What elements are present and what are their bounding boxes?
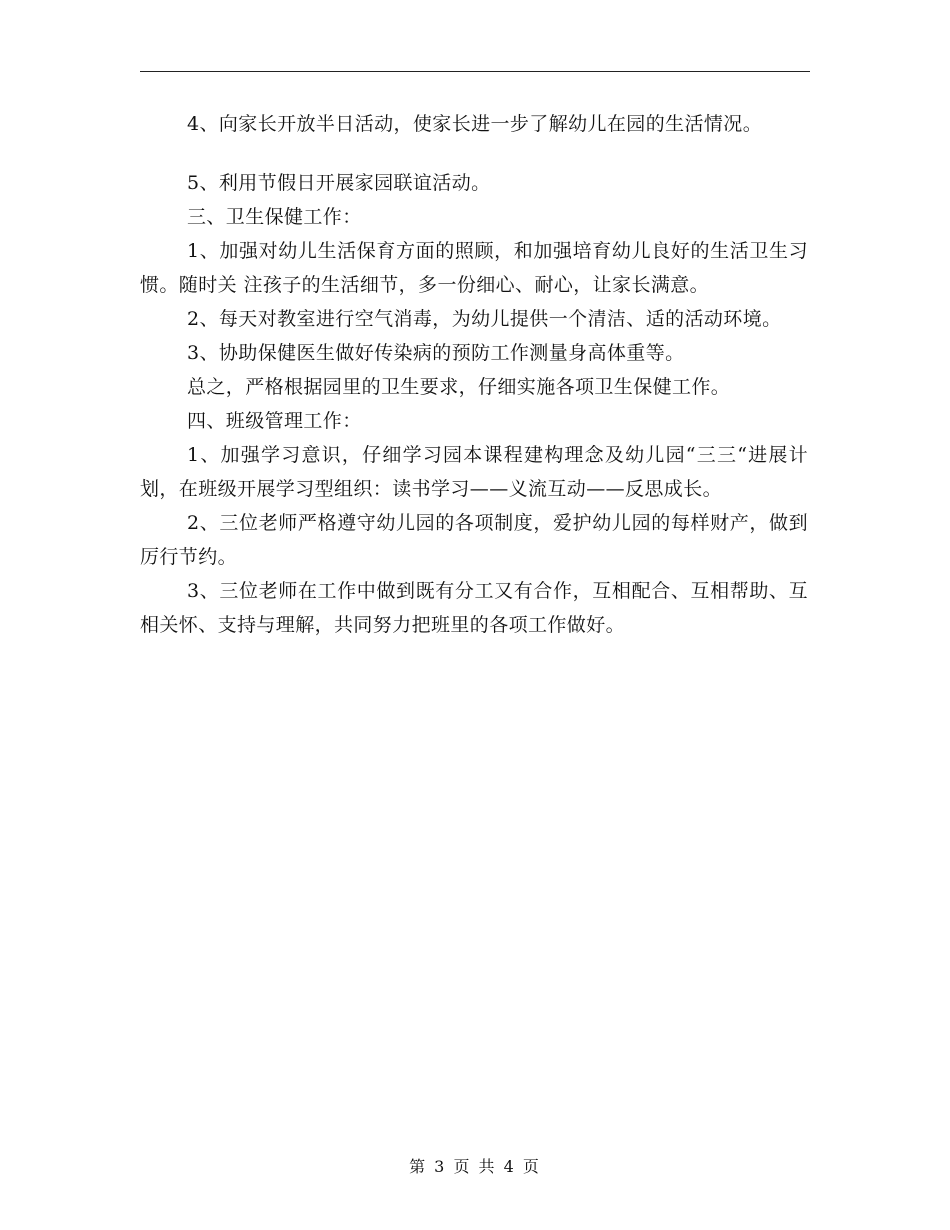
paragraph-health-summary: 总之，严格根据园里的卫生要求，仔细实施各项卫生保健工作。	[187, 376, 731, 398]
header-rule	[140, 71, 810, 72]
page-number-footer: 第 3 页 共 4 页	[409, 1157, 541, 1176]
paragraph-management-3: 3、三位老师在工作中做到既有分工又有合作，互相配合、互相帮助、互相关怀、支持与理解，共同努力把班里的各项工作做好。	[140, 580, 808, 636]
paragraph-management-1: 1、加强学习意识，仔细学习园本课程建构理念及幼儿园“三三“进展计划，在班级开展学习型组织：读书学习——义流互动——反思成长。	[140, 444, 808, 500]
paragraph-health-2: 2、每天对教室进行空气消毒，为幼儿提供一个清洁、适的活动环境。	[187, 308, 782, 330]
paragraph-health-3: 3、协助保健医生做好传染病的预防工作测量身高体重等。	[187, 342, 685, 364]
paragraph-management-2: 2、三位老师严格遵守幼儿园的各项制度，爱护幼儿园的每样财产，做到厉行节约。	[140, 512, 808, 568]
section-heading-health: 三、卫生保健工作：	[187, 206, 362, 228]
document-body	[140, 107, 808, 642]
section-heading-class-management: 四、班级管理工作：	[187, 410, 362, 432]
paragraph-health-1: 1、加强对幼儿生活保育方面的照顾，和加强培育幼儿良好的生活卫生习惯。随时关 注孩子的生活细节，多一份细心、耐心，让家长满意。	[140, 240, 808, 296]
paragraph-open-day: 4、向家长开放半日活动，使家长进一步了解幼儿在园的生活情况。	[187, 113, 763, 135]
paragraph-holiday-activity: 5、利用节假日开展家园联谊活动。	[187, 172, 491, 194]
